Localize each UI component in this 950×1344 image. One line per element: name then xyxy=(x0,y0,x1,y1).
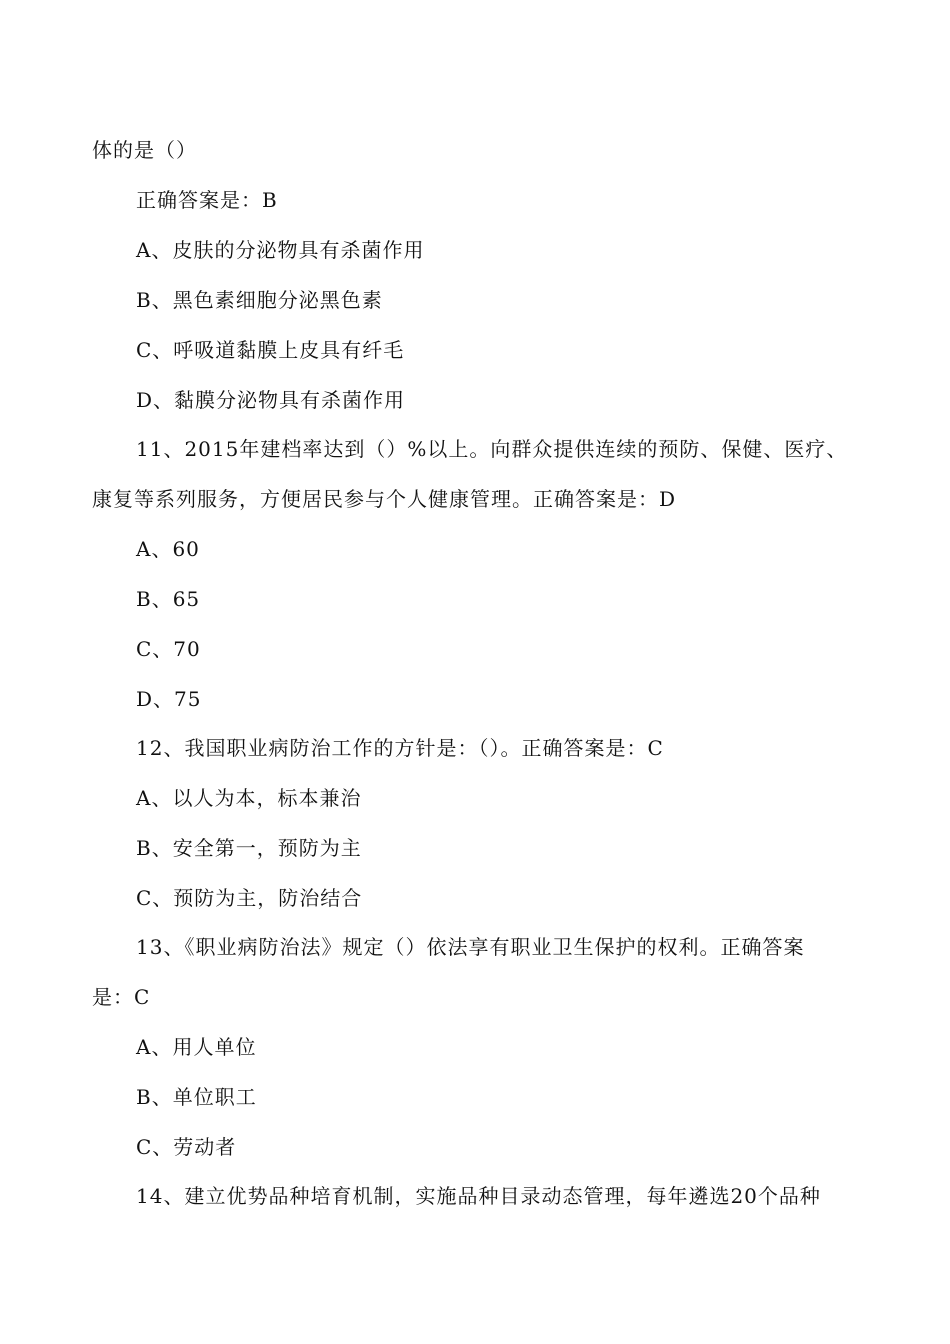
option-line: C、预防为主，防治结合 xyxy=(136,886,363,910)
option-line: B、65 xyxy=(136,587,201,611)
question-line: 12、我国职业病防治工作的方针是：（）。正确答案是：C xyxy=(136,736,664,760)
option-line: A、以人为本，标本兼治 xyxy=(136,786,362,810)
option-line: D、黏膜分泌物具有杀菌作用 xyxy=(136,388,406,412)
option-line: C、呼吸道黏膜上皮具有纤毛 xyxy=(136,338,405,362)
option-line: C、70 xyxy=(136,637,201,661)
question-continuation: 是：C xyxy=(92,985,151,1009)
option-line: C、劳动者 xyxy=(136,1135,237,1159)
option-line: A、用人单位 xyxy=(136,1035,257,1059)
question-line: 14、建立优势品种培育机制，实施品种目录动态管理，每年遴选20个品种 xyxy=(136,1184,821,1208)
text-line: 体的是（） xyxy=(92,138,197,162)
option-line: A、皮肤的分泌物具有杀菌作用 xyxy=(136,238,425,262)
question-line: 11、2015年建档率达到（）%以上。向群众提供连续的预防、保健、医疗、 xyxy=(136,437,848,461)
option-line: D、75 xyxy=(136,687,202,711)
option-line: B、黑色素细胞分泌黑色素 xyxy=(136,288,383,312)
answer-line: 正确答案是：B xyxy=(136,188,278,212)
option-line: A、60 xyxy=(136,537,200,561)
option-line: B、单位职工 xyxy=(136,1085,257,1109)
question-line: 13、《职业病防治法》规定（）依法享有职业卫生保护的权利。正确答案 xyxy=(136,935,805,959)
option-line: B、安全第一，预防为主 xyxy=(136,836,362,860)
question-continuation: 康复等系列服务，方便居民参与个人健康管理。正确答案是：D xyxy=(92,487,677,511)
